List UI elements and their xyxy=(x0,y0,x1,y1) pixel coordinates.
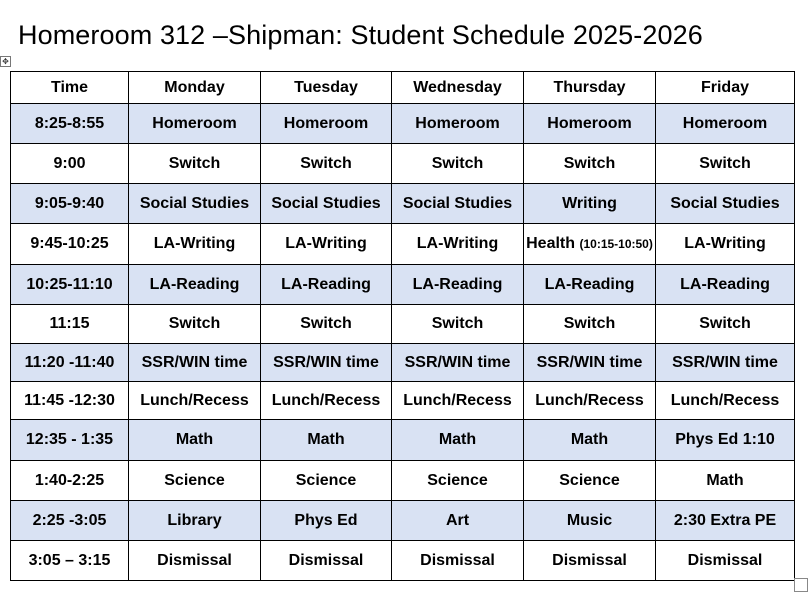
class-cell: Switch xyxy=(524,144,656,184)
table-row xyxy=(11,265,795,305)
class-cell: Switch xyxy=(392,305,524,344)
class-cell: LA-Reading xyxy=(656,265,795,305)
class-cell: Writing xyxy=(524,184,656,224)
health-time-note: (10:15-10:50) xyxy=(579,237,653,251)
class-cell: 2:30 Extra PE xyxy=(656,501,795,541)
header-thursday: Thursday xyxy=(524,72,656,104)
class-cell: Math xyxy=(656,461,795,501)
time-cell: 11:20 -11:40 xyxy=(11,344,129,382)
class-cell: SSR/WIN time xyxy=(129,344,261,382)
class-cell: Switch xyxy=(261,144,392,184)
header-row xyxy=(11,72,795,104)
class-cell: SSR/WIN time xyxy=(261,344,392,382)
resize-handle-icon[interactable] xyxy=(794,578,808,592)
header-friday: Friday xyxy=(656,72,795,104)
class-cell: Art xyxy=(392,501,524,541)
class-cell: Homeroom xyxy=(656,104,795,144)
time-cell: 1:40-2:25 xyxy=(11,461,129,501)
class-cell xyxy=(524,224,656,265)
class-cell: SSR/WIN time xyxy=(392,344,524,382)
class-cell: LA-Writing xyxy=(129,224,261,265)
class-cell: Lunch/Recess xyxy=(656,382,795,420)
class-cell: Homeroom xyxy=(524,104,656,144)
document-title: Homeroom 312 –Shipman: Student Schedule 2025-2026 xyxy=(18,20,703,50)
class-cell: Homeroom xyxy=(129,104,261,144)
time-cell: 2:25 -3:05 xyxy=(11,501,129,541)
class-cell: Lunch/Recess xyxy=(261,382,392,420)
class-cell: Switch xyxy=(129,305,261,344)
class-cell: SSR/WIN time xyxy=(656,344,795,382)
table-row xyxy=(11,541,795,581)
header-wednesday: Wednesday xyxy=(392,72,524,104)
class-cell: Switch xyxy=(129,144,261,184)
class-cell: Science xyxy=(524,461,656,501)
class-cell: Math xyxy=(524,420,656,461)
class-cell: Lunch/Recess xyxy=(392,382,524,420)
move-arrows-icon[interactable]: ✥ xyxy=(0,56,11,67)
table-row xyxy=(11,144,795,184)
class-cell: Switch xyxy=(656,144,795,184)
class-cell: Switch xyxy=(261,305,392,344)
class-cell: Music xyxy=(524,501,656,541)
class-cell: Dismissal xyxy=(524,541,656,581)
header-tuesday: Tuesday xyxy=(261,72,392,104)
class-cell: Social Studies xyxy=(392,184,524,224)
class-cell: Social Studies xyxy=(656,184,795,224)
class-cell: Homeroom xyxy=(392,104,524,144)
class-cell: Math xyxy=(392,420,524,461)
header-time: Time xyxy=(11,72,129,104)
class-cell: Lunch/Recess xyxy=(524,382,656,420)
table-row xyxy=(11,382,795,420)
class-cell: LA-Writing xyxy=(656,224,795,265)
class-cell: Social Studies xyxy=(261,184,392,224)
class-cell: Science xyxy=(129,461,261,501)
class-cell: Phys Ed 1:10 xyxy=(656,420,795,461)
class-cell: LA-Reading xyxy=(261,265,392,305)
table-row xyxy=(11,461,795,501)
time-cell: 9:05-9:40 xyxy=(11,184,129,224)
class-cell: Dismissal xyxy=(261,541,392,581)
table-row xyxy=(11,305,795,344)
class-cell: LA-Reading xyxy=(129,265,261,305)
class-cell: Math xyxy=(261,420,392,461)
class-cell: LA-Writing xyxy=(261,224,392,265)
class-cell: SSR/WIN time xyxy=(524,344,656,382)
class-cell: Science xyxy=(392,461,524,501)
class-cell: LA-Reading xyxy=(392,265,524,305)
class-cell: Switch xyxy=(524,305,656,344)
class-cell: LA-Writing xyxy=(392,224,524,265)
class-cell: Switch xyxy=(656,305,795,344)
schedule-body xyxy=(11,104,795,581)
table-row xyxy=(11,344,795,382)
time-cell: 11:15 xyxy=(11,305,129,344)
class-cell: Switch xyxy=(392,144,524,184)
class-cell: Science xyxy=(261,461,392,501)
table-row xyxy=(11,104,795,144)
schedule-table xyxy=(10,71,795,581)
time-cell: 8:25-8:55 xyxy=(11,104,129,144)
class-cell: Dismissal xyxy=(392,541,524,581)
time-cell: 9:00 xyxy=(11,144,129,184)
class-cell: Math xyxy=(129,420,261,461)
table-row xyxy=(11,184,795,224)
time-cell: 9:45-10:25 xyxy=(11,224,129,265)
class-cell: Homeroom xyxy=(261,104,392,144)
class-cell: LA-Reading xyxy=(524,265,656,305)
time-cell: 11:45 -12:30 xyxy=(11,382,129,420)
table-row xyxy=(11,224,795,265)
table-row xyxy=(11,420,795,461)
header-monday: Monday xyxy=(129,72,261,104)
class-cell: Phys Ed xyxy=(261,501,392,541)
class-label: Health xyxy=(526,235,576,252)
time-cell: 10:25-11:10 xyxy=(11,265,129,305)
time-cell: 3:05 – 3:15 xyxy=(11,541,129,581)
class-cell: Social Studies xyxy=(129,184,261,224)
class-cell: Library xyxy=(129,501,261,541)
table-row xyxy=(11,501,795,541)
class-cell: Dismissal xyxy=(656,541,795,581)
class-cell: Lunch/Recess xyxy=(129,382,261,420)
class-cell: Dismissal xyxy=(129,541,261,581)
time-cell: 12:35 - 1:35 xyxy=(11,420,129,461)
